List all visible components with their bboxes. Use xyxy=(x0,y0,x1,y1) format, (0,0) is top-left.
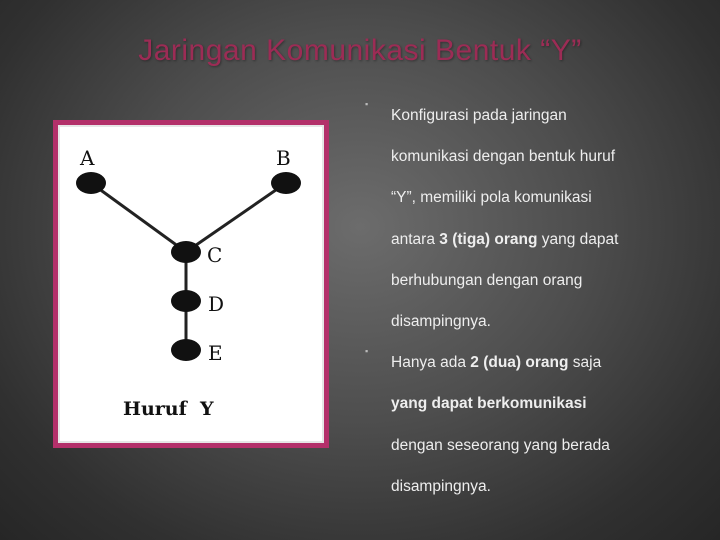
node-d-label: D xyxy=(208,292,225,316)
node-e xyxy=(171,339,201,361)
bullet-list xyxy=(363,95,693,507)
bullet-line xyxy=(391,219,693,260)
bullet-line xyxy=(391,177,693,218)
node-d xyxy=(171,290,201,312)
text-run: Hanya ada xyxy=(391,354,471,372)
edge-a-c xyxy=(91,183,186,252)
text-run: yang dapat xyxy=(537,230,619,248)
bold-text-run: yang dapat berkomunikasi xyxy=(391,395,587,413)
node-b xyxy=(271,172,301,194)
text-run: saja xyxy=(568,354,602,372)
figure-caption: Huruf Y xyxy=(123,398,214,420)
text-run: disampingnya. xyxy=(391,312,491,330)
node-c xyxy=(171,241,201,263)
slide-title: Jaringan Komunikasi Bentuk “Y” xyxy=(138,34,582,67)
text-run: disampingnya. xyxy=(391,477,491,495)
bullet-item-2 xyxy=(363,342,693,507)
text-run: “Y”, memiliki pola komunikasi xyxy=(391,189,592,207)
bullet-line xyxy=(391,136,693,177)
bullet-line xyxy=(391,301,693,342)
text-run: komunikasi dengan bentuk huruf xyxy=(391,148,616,166)
bullet-marker-icon: ▪ xyxy=(365,99,369,109)
node-b-label: B xyxy=(276,146,291,170)
bullet-line xyxy=(391,383,693,424)
bullet-line xyxy=(391,95,693,136)
bullet-text-1 xyxy=(391,95,693,342)
text-run: Konfigurasi pada jaringan xyxy=(391,107,567,124)
y-network-diagram xyxy=(58,125,324,443)
bullet-line xyxy=(391,466,693,507)
node-a-label: A xyxy=(80,146,95,170)
node-e-label: E xyxy=(208,341,223,365)
text-run: antara xyxy=(391,230,440,248)
bullet-line xyxy=(391,342,693,383)
bullet-text-2 xyxy=(391,342,693,507)
bullet-marker-icon: ▪ xyxy=(365,346,369,357)
bullet-item-1 xyxy=(363,95,693,342)
bold-text-run: 2 (dua) orang xyxy=(470,354,569,372)
bullet-line xyxy=(391,425,693,466)
node-a xyxy=(76,172,106,194)
node-c-label: C xyxy=(207,243,223,267)
edge-b-c xyxy=(186,183,286,252)
text-run: berhubungan dengan orang xyxy=(391,271,583,289)
text-run: dengan seseorang yang berada xyxy=(391,436,610,454)
y-network-figure xyxy=(53,120,329,448)
bold-text-run: 3 (tiga) orang xyxy=(439,230,538,248)
bullet-line xyxy=(391,260,693,301)
